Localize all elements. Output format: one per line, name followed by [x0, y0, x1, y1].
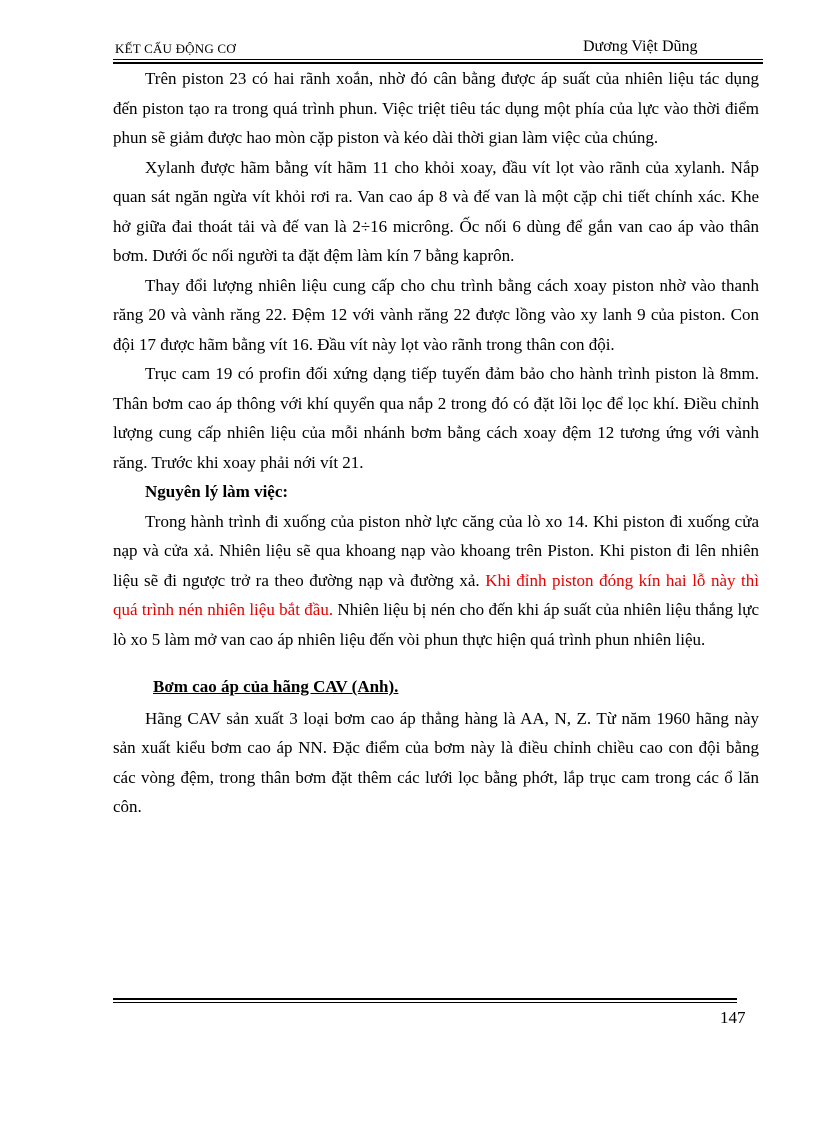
paragraph-camshaft: Trục cam 19 có profin đối xứng dạng tiếp tuyến đảm bảo cho hành trình piston là 8mm. Thân bơm cao áp thông với khí quyển qua nắp 2 trong đó có đặt lõi lọc để lọc khí. Điều chỉnh lượng cung cấp nhiên liệu của mỗi nhánh bơm bằng cách xoay đệm 12 tương ứng với vành răng. Trước khi xoay phải nới vít 21.: [113, 364, 759, 472]
page-body: [113, 64, 759, 822]
highlighted-sentence: Khi đỉnh piston đóng kín hai lỗ này thì quá trình nén nhiên liệu bắt đầu.: [113, 570, 759, 619]
page-header: [113, 38, 763, 60]
paragraph-piston-grooves: Trên piston 23 có hai rãnh xoắn, nhờ đó cân bằng được áp suất của nhiên liệu tác dụng đến piston tạo ra trong quá trình phun. Việc triệt tiêu tác dụng một phía của lực vào thời điểm phun sẽ giảm được hao mòn cặp piston và kéo dài thời gian làm việc của chúng.: [113, 69, 759, 147]
footer-divider-thin: [113, 1002, 737, 1003]
header-title: KẾT CẤU ĐỘNG CƠ: [115, 41, 236, 56]
header-divider: [113, 59, 763, 60]
paragraph-text-start: Trong hành trình đi xuống của piston nhờ lực căng của lò xo 14. Khi piston đi xuống cửa nạp và cửa xả. Nhiên liệu sẽ qua khoang nạp vào khoang trên Piston. Khi piston đi lên nhiên liệu sẽ đi ngược trở ra theo đường nạp và đường xả.: [113, 511, 759, 590]
page-number: 147: [720, 1008, 746, 1027]
header-author: Dương Việt Dũng: [583, 38, 698, 55]
paragraph-fuel-adjustment: Thay đổi lượng nhiên liệu cung cấp cho chu trình bằng cách xoay piston nhờ vào thanh răng 20 và vành răng 22. Đệm 12 với vành răng 22 được lồng vào xy lanh 9 của piston. Con đội 17 được hãm bằng vít 16. Đầu vít này lọt vào rãnh trong thân con đội.: [113, 275, 759, 354]
paragraph-cav-pumps: Hãng CAV sản xuất 3 loại bơm cao áp thẳng hàng là AA, N, Z. Từ năm 1960 hãng này sản xuất kiểu bơm cao áp NN. Đặc điểm của bơm này là điều chỉnh chiều cao con đội bằng các vòng đệm, trong thân bơm đặt thêm các lưới lọc bằng phớt, lắp trục cam trong các ổ lăn côn.: [113, 708, 759, 816]
section-heading-cav: Bơm cao áp của hãng CAV (Anh).: [153, 677, 399, 696]
paragraph-working-principle: [113, 507, 759, 655]
footer-divider: [113, 998, 737, 1000]
paragraph-text-end: Nhiên liệu bị nén cho đến khi áp suất của nhiên liệu thắng lực lò xo 5 làm mở van cao áp nhiên liệu đến vòi phun thực hiện quá trình phun nhiên liệu.: [113, 600, 759, 649]
paragraph-cylinder-lock: Xylanh được hãm bằng vít hãm 11 cho khỏi xoay, đầu vít lọt vào rãnh của xylanh. Nắp quan sát ngăn ngừa vít khỏi rơi ra. Van cao áp 8 và đế van là một cặp chi tiết chính xác. Khe hở giữa đai thoát tải và đế van là 2÷16 micrông. Ốc nối 6 dùng để gắn van cao áp vào thân bơm. Dưới ốc nối người ta đặt đệm làm kín 7 bằng kaprôn.: [113, 157, 759, 265]
subheading-working-principle: Nguyên lý làm việc:: [145, 482, 289, 501]
